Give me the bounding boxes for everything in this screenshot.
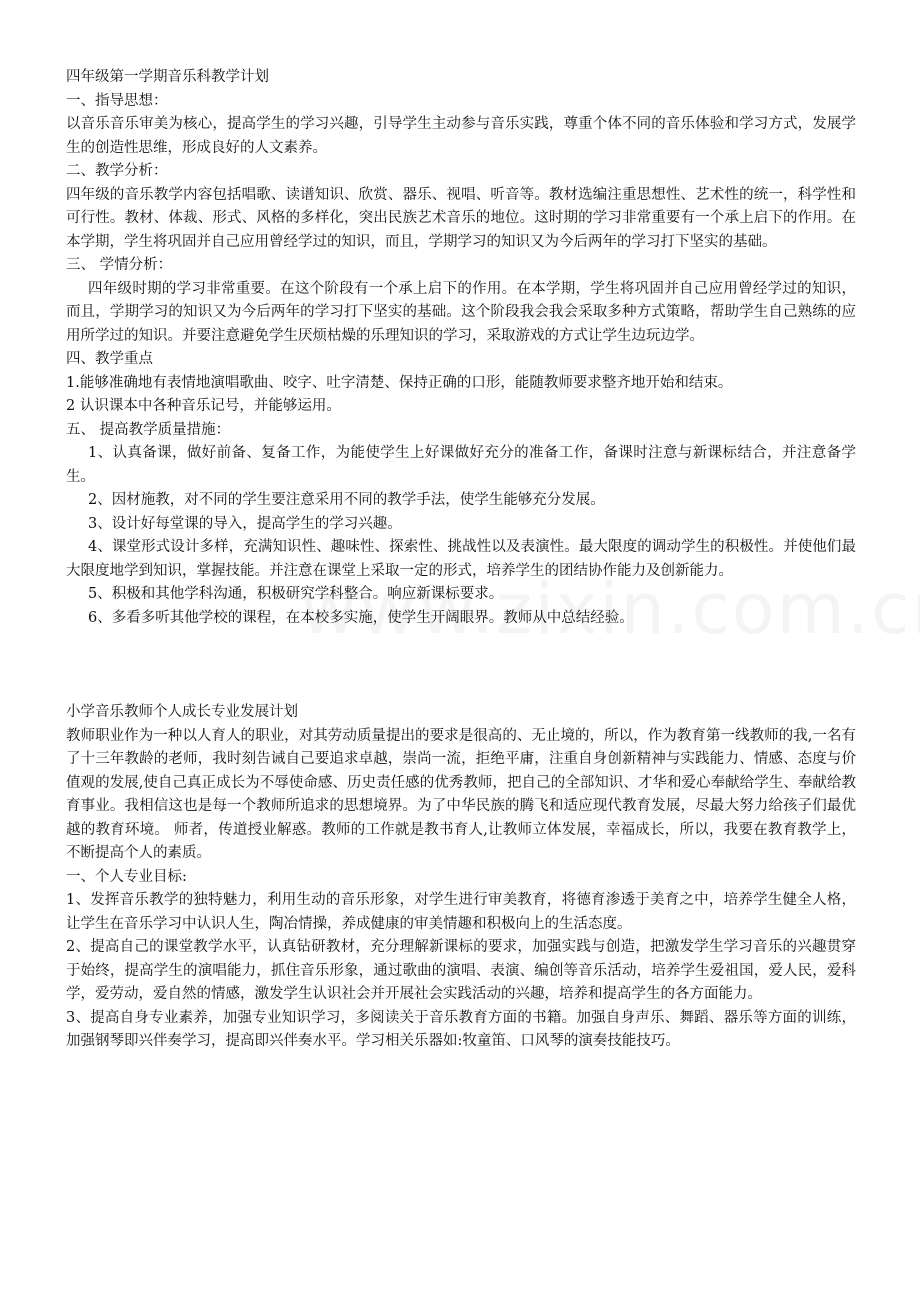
goals-heading: 一、个人专业目标: (66, 868, 187, 885)
section5-item: 4、课堂形式设计多样，充满知识性、趣味性、探索性、挑战性以及表演性。最大限度的调动学生的积极性。并使他们最大限度地学到知识，掌握技能。并注意在课堂上采取一定的形式，培养学生的团结协作能力及创新能力。 (66, 539, 856, 579)
plan2-intro: 教师职业作为一种以人育人的职业，对其劳动质量提出的要求是很高的、无止境的，所以，作为教育第一线教师的我,一名有了十三年教龄的老师，我时刻告诫自己要追求卓越，崇尚一流，拒绝平庸，注重自身创新精神与实践能力、情感、态度与价值观的发展,使自己真正成长为不辱使命感、历史责任感的优秀教师，把自己的全部知识、才华和爱心奉献给学生、奉献给教育事业。我相信这也是每一个教师所追求的思想境界。为了中华民族的腾飞和适应现代教育发展，尽最大努力给孩子们最优越的教育环境。 师者，传道授业解惑。教师的工作就是教书育人,让教师立体发展，幸福成长，所以，我要在教育教学上，不断提高个人的素质。 (66, 727, 856, 861)
section2-paragraph: 四年级的音乐教学内容包括唱歌、读谱知识、欣赏、器乐、视唱、听音等。教材选编注重思想性、艺术性的统一，科学性和可行性。教材、体裁、形式、风格的多样化，突出民族艺术音乐的地位。这时期的学习非常重要有一个承上启下的作用。在本学期，学生将巩固并自己应用曾经学过的知识，而且，学期学习的知识又为今后两年的学习打下坚实的基础。 (66, 186, 856, 250)
section5-item: 6、多看多听其他学校的课程，在本校多实施，使学生开阔眼界。教师从中总结经验。 (88, 609, 634, 626)
section5-heading: 五、 提高教学质量措施： (66, 421, 231, 438)
section4-item: 1.能够准确地有表情地演唱歌曲、咬字、吐字清楚、保持正确的口形，能随教师要求整齐地开始和结束。 (66, 374, 733, 391)
goal-item: 2、提高自己的课堂教学水平，认真钻研教材，充分理解新课标的要求，加强实践与创造，把激发学生学习音乐的兴趣贯穿于始终，提高学生的演唱能力，抓住音乐形象，通过歌曲的演唱、表演、编创等音乐活动，培养学生爱祖国，爱人民，爱科学，爱劳动，爱自然的情感，激发学生认识社会并开展社会实践活动的兴趣，培养和提高学生的各方面能力。 (66, 939, 856, 1002)
goal-item: 3、提高自身专业素养，加强专业知识学习，多阅读关于音乐教育方面的书籍。加强自身声乐、舞蹈、器乐等方面的训练，加强钢琴即兴伴奏学习，提高即兴伴奏水平。学习相关乐器如:牧童笛、口风琴的演奏技能技巧。 (66, 1009, 856, 1049)
plan1-title: 四年级第一学期音乐科教学计划 (66, 69, 269, 85)
section1-paragraph: 以音乐音乐审美为核心，提高学生的学习兴趣，引导学生主动参与音乐实践，尊重个体不同的音乐体验和学习方式，发展学生的创造性思维，形成良好的人文素养。 (66, 116, 856, 156)
section4-heading: 四、教学重点 (66, 351, 153, 367)
section3-paragraph: 四年级时期的学习非常重要。在这个阶段有一个承上启下的作用。在本学期，学生将巩固并自己应用曾经学过的知识，而且，学期学习的知识又为今后两年的学习打下坚实的基础。这个阶段我会我会采取多种方式策略，帮助学生自己熟练的应用所学过的知识。并要注意避免学生厌烦枯燥的乐理知识的学习，采取游戏的方式让学生边玩边学。 (66, 280, 856, 344)
section2-heading: 二、教学分析： (66, 163, 168, 179)
section1-heading: 一、指导思想： (66, 92, 168, 109)
section5-item: 1、认真备课，做好前备、复备工作，为能使学生上好课做好充分的准备工作，备课时注意与新课标结合，并注意备学生。 (66, 445, 856, 485)
blank-spacer (66, 630, 856, 701)
plan2-title: 小学音乐教师个人成长专业发展计划 (66, 704, 298, 720)
section5-item: 5、积极和其他学科沟通，积极研究学科整合。响应新课标要求。 (88, 586, 504, 602)
section3-heading: 三、 学情分析： (66, 257, 173, 273)
goal-item: 1、发挥音乐教学的独特魅力，利用生动的音乐形象，对学生进行审美教育，将德育渗透于美育之中，培养学生健全人格，让学生在音乐学习中认识人生，陶冶情操，养成健康的审美情趣和积极向上的生活态度。 (66, 892, 856, 932)
section4-item: 2 认识课本中各种音乐记号，并能够运用。 (66, 398, 341, 414)
document-page (66, 66, 856, 1054)
section5-item: 2、因材施教，对不同的学生要注意采用不同的教学手法，使学生能够充分发展。 (88, 492, 605, 508)
section5-item: 3、设计好每堂课的导入，提高学生的学习兴趣。 (88, 515, 402, 532)
